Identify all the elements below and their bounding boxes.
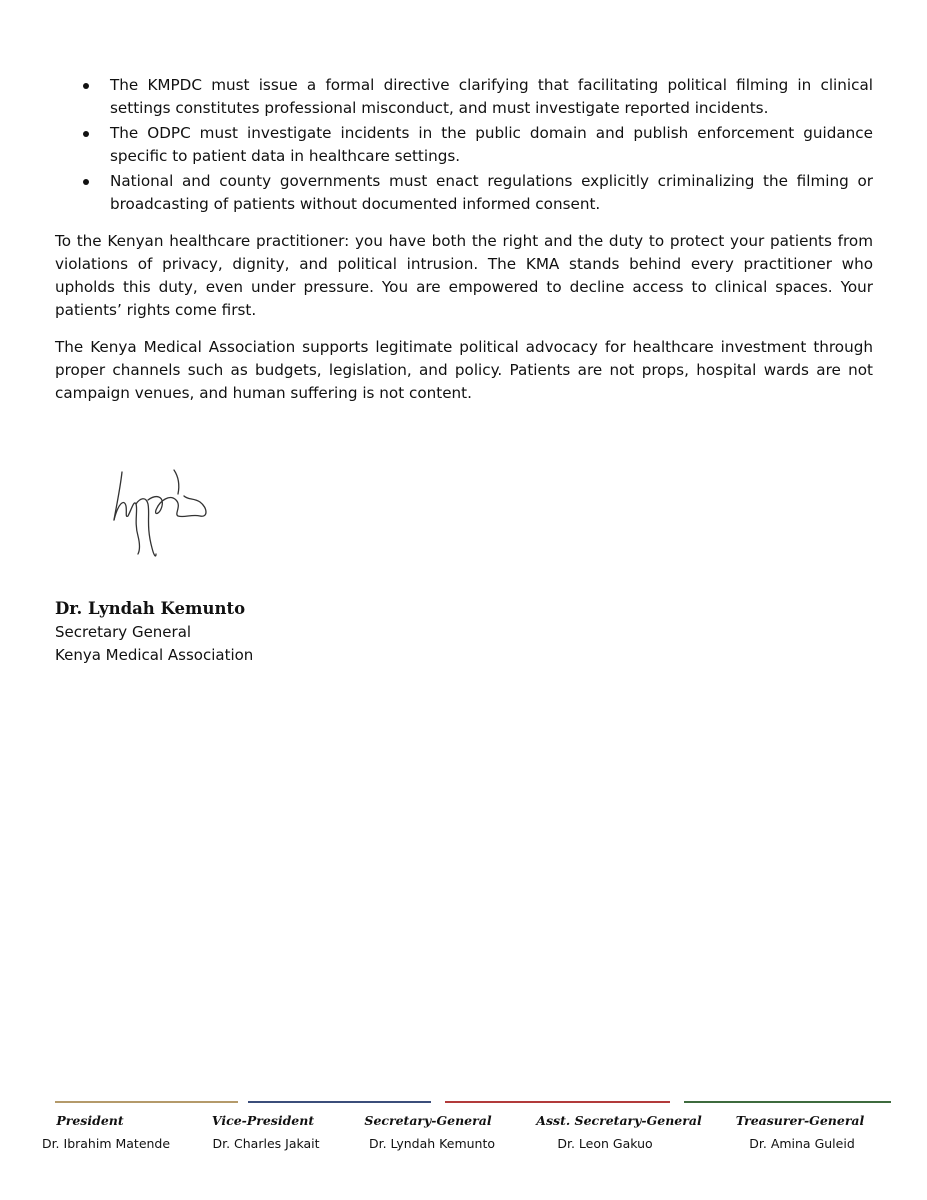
- name-vice-president: Dr. Charles Jakait: [212, 1136, 320, 1151]
- footer-rule-vice-president: [248, 1101, 431, 1103]
- signature-block: [55, 597, 253, 667]
- signatory-name: Dr. Lyndah Kemunto: [55, 599, 246, 618]
- list-item: The ODPC must investigate incidents in the public domain and publish enforcement guidance specific to patient data in healthcare settings.: [110, 122, 873, 168]
- closing-paragraph: The Kenya Medical Association supports legitimate political advocacy for healthcare investment through proper channels such as budgets, legislation, and policy. Patients are not props, hospital wards are not campaign venues, and human suffering is not content.: [55, 338, 873, 402]
- signatory-organization: Kenya Medical Association: [55, 646, 254, 664]
- name-secretary-general: Dr. Lyndah Kemunto: [368, 1136, 496, 1151]
- role-secretary-general: Secretary-General: [364, 1113, 492, 1128]
- role-treasurer-general: Treasurer-General: [735, 1113, 865, 1128]
- footer-rule-president: [55, 1101, 238, 1103]
- practitioner-paragraph: To the Kenyan healthcare practitioner: you have both the right and the duty to protect your patients from violations of privacy, dignity, and political intrusion. The KMA stands behind every practitioner who upholds this duty, even under pressure. You are empowered to decline access to clinical spaces. Your patients’ rights come first.: [55, 232, 873, 319]
- role-asst-secretary-general: Asst. Secretary-General: [536, 1113, 702, 1128]
- role-president: President: [56, 1113, 124, 1128]
- bullet-icon: [83, 179, 89, 185]
- signatory-title: Secretary General: [55, 623, 192, 641]
- bullet-icon: [83, 83, 89, 89]
- role-vice-president: Vice-President: [211, 1113, 315, 1128]
- letter-body: [55, 74, 873, 405]
- list-item: National and county governments must enact regulations explicitly criminalizing the filming or broadcasting of patients without documented informed consent.: [110, 170, 873, 216]
- footer-rule-secretary-general: [445, 1101, 670, 1103]
- footer-rule-treasurer-general: [684, 1101, 891, 1103]
- name-president: Dr. Ibrahim Matende: [41, 1136, 171, 1151]
- handwritten-signature: [108, 460, 218, 560]
- name-treasurer-general: Dr. Amina Guleid: [749, 1136, 855, 1151]
- list-item: The KMPDC must issue a formal directive clarifying that facilitating political filming in clinical settings constitutes professional misconduct, and must investigate reported incidents.: [110, 74, 873, 120]
- recommendations-list: [55, 74, 873, 216]
- officials-footer: [0, 1096, 927, 1166]
- bullet-icon: [83, 131, 89, 137]
- name-asst-secretary-general: Dr. Leon Gakuo: [557, 1136, 653, 1151]
